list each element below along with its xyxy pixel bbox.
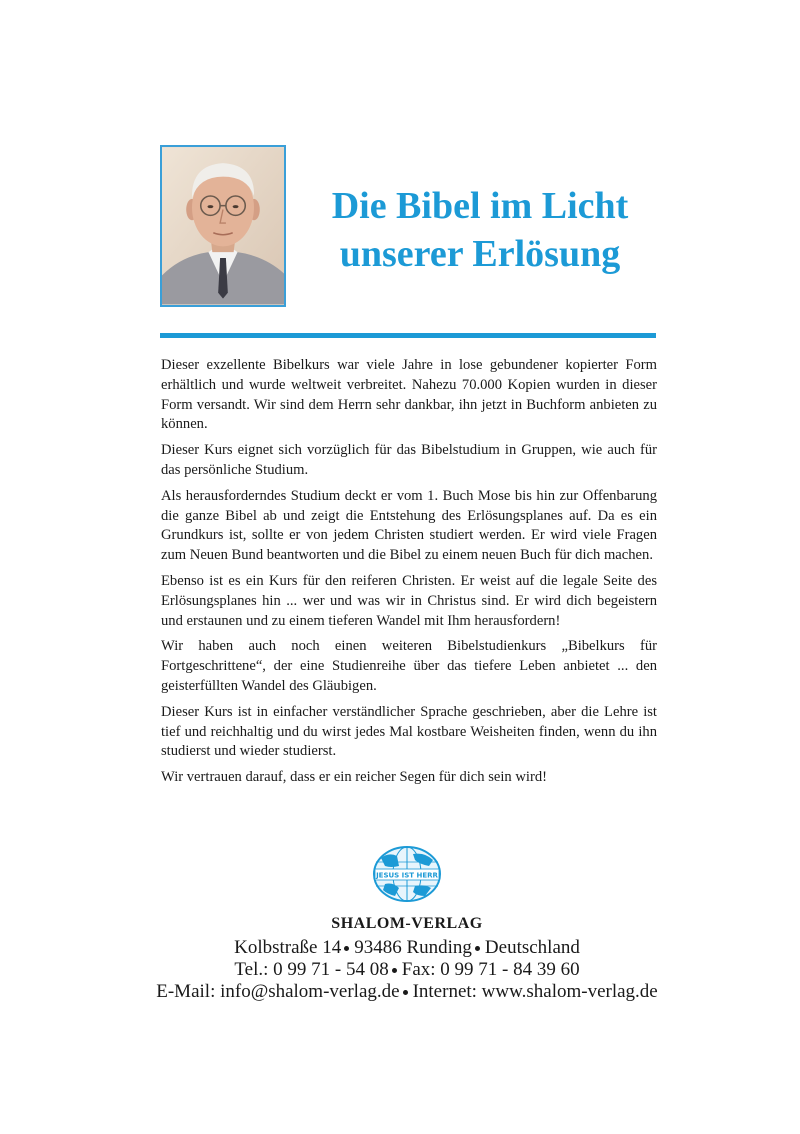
website: Internet: www.shalom-verlag.de xyxy=(412,981,658,1002)
paragraph: Als herausforderndes Studium deckt er vom 1. Buch Mose bis hin zur Offenbarung die ganze Bibel ab und zeigt die Entstehung des Erlösungsplanes auf. Da es ein Grundkurs ist, sollte er von jedem Christen studiert werden. Er wird viele Fragen zum Neuen Bund beantworten und die Bibel zu einem neuen Buch für dich machen. xyxy=(161,487,657,564)
street: Kolbstraße 14 xyxy=(234,937,342,958)
portrait-image xyxy=(162,147,284,305)
book-title-line-2: unserer Erlösung xyxy=(339,233,621,275)
address-line xyxy=(100,937,714,959)
globe-logo-icon xyxy=(371,844,443,904)
paragraph: Wir vertrauen darauf, dass er ein reicher Segen für dich sein wird! xyxy=(161,769,547,786)
paragraph: Dieser Kurs eignet sich vorzüglich für das Bibelstudium in Gruppen, wie auch für das persönliche Studium. xyxy=(161,442,657,478)
paragraph: Ebenso ist es ein Kurs für den reiferen Christen. Er weist auf die legale Seite des Erlösungsplanes hin ... wer und was wir in Christus sind. Er wird dich begeistern und erstaunen und zu einem tieferen Wandel mit Ihm herausfordern! xyxy=(161,572,657,629)
bullet-icon xyxy=(392,968,397,973)
bullet-icon xyxy=(344,946,349,951)
country: Deutschland xyxy=(484,937,580,958)
logo-text: JESUS IST HERR xyxy=(376,871,438,880)
phone-line xyxy=(100,959,714,981)
paragraph: Dieser Kurs ist in einfacher verständlicher Sprache geschrieben, aber die Lehre ist tief und reichhaltig und du wirst jedes Mal kostbare Weisheiten finden, wenn du ihn studierst und wieder studierst. xyxy=(161,703,657,760)
contact-line xyxy=(100,981,714,1003)
telephone: Tel.: 0 99 71 - 54 08 xyxy=(234,959,389,980)
publisher-name: SHALOM-VERLAG xyxy=(331,915,483,932)
email: E-Mail: info@shalom-verlag.de xyxy=(156,981,400,1002)
fax: Fax: 0 99 71 - 84 39 60 xyxy=(401,959,580,980)
paragraph: Dieser exzellente Bibelkurs war viele Jahre in lose gebundener kopierter Form erhältlich und wurde weltweit verbreitet. Nahezu 70.000 Kopien wurden in dieser Form versandt. Wir sind dem Herrn sehr dankbar, ihn jetzt in Buchform anbieten zu können. xyxy=(161,357,657,433)
publisher-info xyxy=(100,913,714,1003)
description-text xyxy=(161,356,657,794)
book-title-line-1: Die Bibel im Licht xyxy=(331,185,629,227)
bullet-icon xyxy=(403,990,408,995)
book-title xyxy=(300,182,660,278)
paragraph: Wir haben auch noch einen weiteren Bibelstudienkurs „Bibelkurs für Fortgeschrittene“, der eine Studienreihe über das tiefere Leben anbietet ... den geisterfüllten Wandel des Gläubigen. xyxy=(161,638,657,694)
bullet-icon xyxy=(475,946,480,951)
city: 93486 Runding xyxy=(354,937,472,958)
publisher-logo xyxy=(371,844,443,904)
author-portrait xyxy=(160,145,286,307)
title-divider xyxy=(160,333,656,338)
